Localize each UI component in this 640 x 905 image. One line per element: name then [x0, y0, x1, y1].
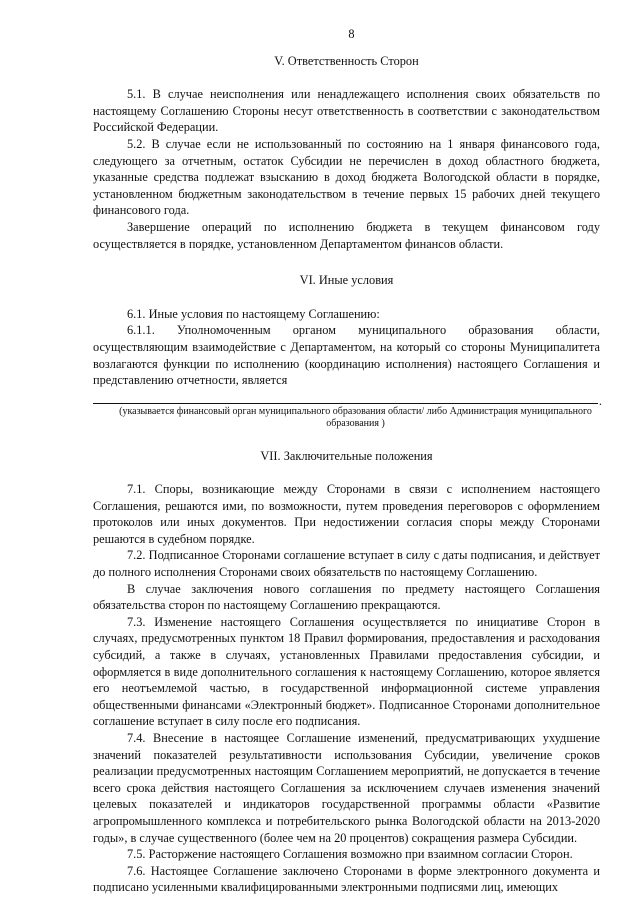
clause-6-1: 6.1. Иные условия по настоящему Соглашению:: [127, 306, 380, 321]
clause-7-3: 7.3. Изменение настоящего Соглашения осуществляется по инициативе Сторон в случаях, предусмотренных пунктом 18 Правил формирования, предоставления и расходования субсидий, а также в случаях, установленных Правилами предоставления субсидии, и оформляется в виде дополнительного соглашения к настоящему Соглашению, которое является его неотъемлемой частью, в государственной информационной системе управления общественными финансами «Электронный бюджет». Подписанное Сторонами дополнительное соглашение вступает в силу после его подписания.: [93, 614, 600, 729]
clause-7-2-continued: В случае заключения нового соглашения по предмету настоящего Соглашения обязательства сторон по настоящему Соглашению прекращаются.: [93, 581, 600, 613]
clause-7-4: 7.4. Внесение в настоящее Соглашение изменений, предусматривающих ухудшение значений показателей результативности использования Субсидии, увеличение сроков реализации предусмотренных настоящим Соглашением мероприятий, не допускается в течение всего срока действия настоящего Соглашения за исключением случаев изменения значений целевых показателей и индикаторов государственной программы области «Развитие агропромышленного комплекса и потребительского рынка Вологодской области на 2013-2020 годы», в случае существенного (более чем на 20 процентов) сокращения размера Субсидии.: [93, 731, 600, 845]
clause-6-1-1: 6.1.1. Уполномоченным органом муниципального образования области, осуществляющим взаимодействие с Департаментом, на который со стороны Муниципалитета возлагаются функции по исполнению (координацию исполнения) настоящего Соглашения и представлению отчетности, является: [93, 323, 600, 388]
blank-line: [93, 391, 598, 404]
clause-7-6: 7.6. Настоящее Соглашение заключено Сторонами в форме электронного документа и подписано усиленными квалифицированными электронными подписями лиц, имеющих: [93, 863, 600, 895]
section-5-title: V. Ответственность Сторон: [274, 53, 419, 68]
clause-7-5: 7.5. Расторжение настоящего Соглашения возможно при взаимном согласии Сторон.: [127, 847, 573, 862]
clause-7-1: 7.1. Споры, возникающие между Сторонами в связи с исполнением настоящего Соглашения, решаются ими, по возможности, путем проведения переговоров с оформлением протоколов или иных документов. При недостижении согласия споры между Сторонами решаются в судебном порядке.: [93, 482, 600, 546]
blank-line-caption: (указывается финансовый орган муниципального образования области/ либо Администрация муниципального образования ): [119, 405, 592, 430]
page-number: 8: [348, 27, 355, 41]
clause-5-2: 5.2. В случае если не использованный по состоянию на 1 января финансового года, следующего за отчетным, остаток Субсидии не перечислен в доход областного бюджета, указанные средства подлежат взысканию в доход бюджета Вологодской области в порядке, установленном бюджетным законодательством в течение первых 15 рабочих дней текущего финансового года.: [93, 136, 600, 218]
section-6-title: VI. Иные условия: [299, 273, 394, 288]
section-7-title: VII. Заключительные положения: [260, 448, 433, 463]
fill-in-blank: [93, 391, 602, 408]
clause-7-2: 7.2. Подписанное Сторонами соглашение вступает в силу с даты подписания, и действует до полного исполнения Сторонами своих обязательств по настоящему Соглашению.: [93, 548, 600, 580]
clause-5-1: 5.1. В случае неисполнения или ненадлежащего исполнения своих обязательств по настоящему Соглашению Стороны несут ответственность в соответствии с законодательством Российской Федерации.: [93, 87, 600, 135]
blank-line-period: .: [598, 393, 602, 408]
clause-5-2-continued: Завершение операций по исполнению бюджета в текущем финансовом году осуществляется в порядке, установленном Департаментом финансов области.: [93, 219, 600, 251]
